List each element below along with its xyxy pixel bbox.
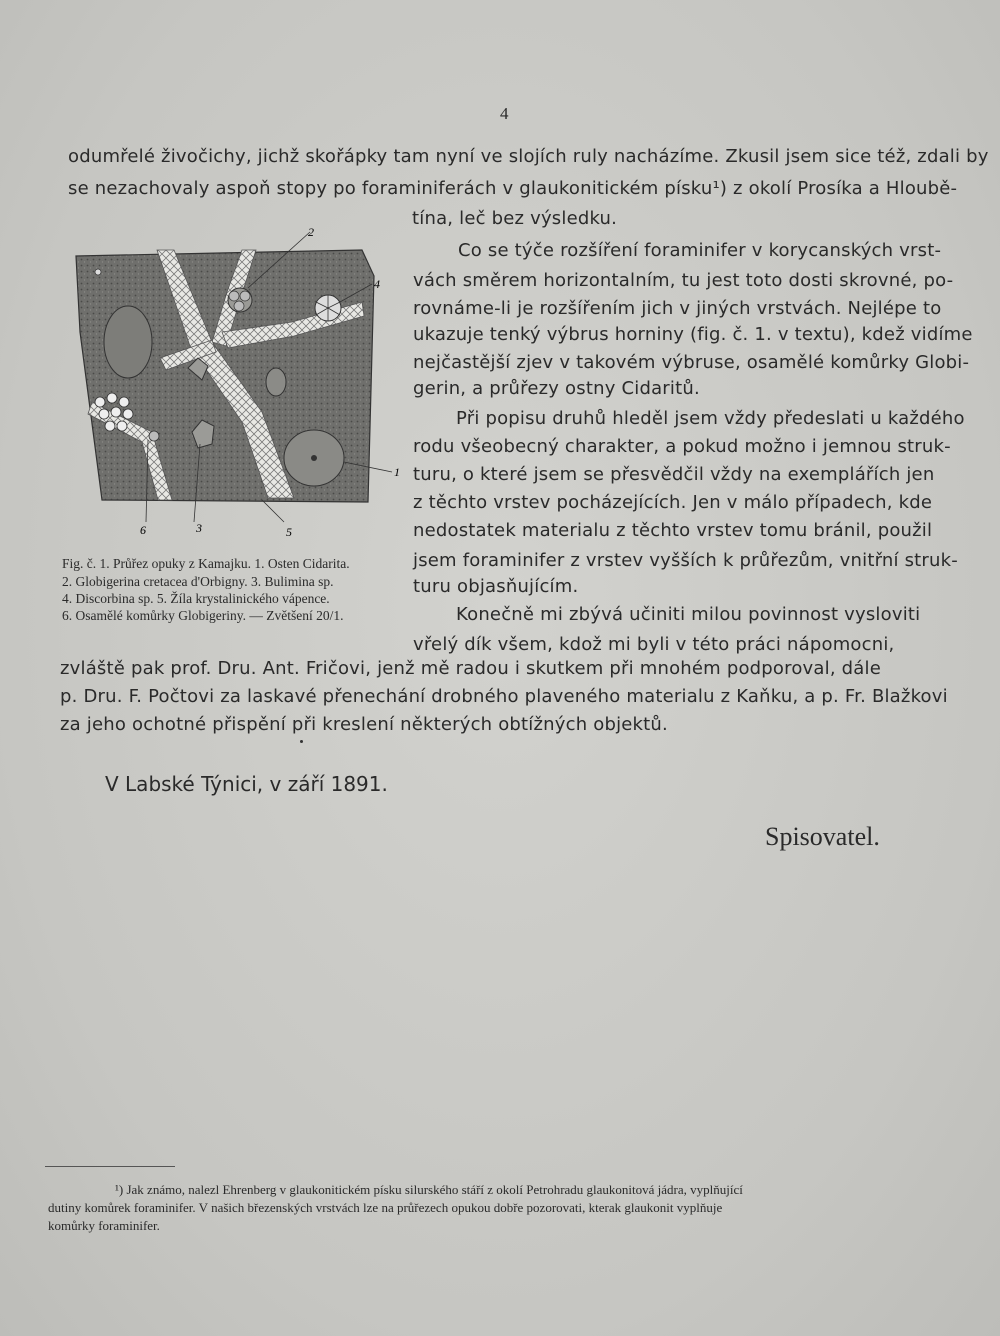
body-line: nedostatek materialu z těchto vrstev tomu bránil, použil	[413, 520, 933, 541]
figure-label: 1	[394, 465, 400, 479]
page-number: 4	[500, 104, 509, 123]
globigerina-section	[228, 288, 252, 312]
figure-caption-line: 6. Osamělé komůrky Globigeriny. — Zvětšení 20/1.	[62, 608, 344, 623]
body-line: vách směrem horizontalním, tu jest toto dosti skrovné, po-	[413, 270, 954, 291]
body-line: rodu všeobecný charakter, a pokud možno i jemnou struk-	[413, 436, 951, 457]
body-line: turu, o které jsem se přesvědčil vždy na exemplářích jen	[413, 464, 935, 485]
ink-speck	[300, 740, 303, 743]
footnote-rule	[45, 1166, 175, 1167]
footnote-line: komůrky foraminifer.	[48, 1218, 160, 1233]
thin-section-figure	[62, 222, 412, 542]
body-line: odumřelé živočichy, jichž skořápky tam nyní ve slojích ruly nacházíme. Zkusil jsem sice též, zdali by	[68, 146, 989, 167]
body-line: jsem foraminifer z vrstev vyšších k průřezům, vnitřní struk-	[413, 550, 958, 571]
figure-caption-line: 4. Discorbina sp. 5. Žíla krystalinického vápence.	[62, 591, 330, 606]
body-line: Při popisu druhů hleděl jsem vždy předeslati u každého	[456, 408, 965, 429]
body-line: p. Dru. F. Počtovi za laskavé přenechání drobného plaveného materialu z Kaňku, a p. Fr. Blažkovi	[60, 686, 948, 707]
body-line: zvláště pak prof. Dru. Ant. Fričovi, jenž mě radou i skutkem při mnohém podporoval, dále	[60, 658, 882, 679]
body-line: se nezachovaly aspoň stopy po foraminiferách v glaukonitickém písku¹) z okolí Prosíka a Hloubě-	[68, 178, 958, 199]
author-signature: Spisovatel.	[765, 822, 880, 851]
body-line: vřelý dík všem, kdož mi byli v této práci nápomocni,	[413, 634, 895, 655]
body-line: turu objasňujícím.	[413, 576, 579, 597]
discorbina-section	[315, 295, 341, 321]
body-line: z těchto vrstev pocházejících. Jen v málo případech, kde	[413, 492, 933, 513]
figure-label: 4	[374, 277, 380, 291]
place-date: V Labské Týnici, v září 1891.	[105, 772, 388, 796]
footnote-line: ¹) Jak známo, nalezl Ehrenberg v glaukonitickém písku silurského stáří z okolí Petrohradu glaukonitová jádra, vyplňující	[115, 1182, 743, 1197]
figure-label: 2	[308, 225, 314, 239]
body-line: rovnáme-li je rozšířením jich v jiných vrstvách. Nejlépe to	[413, 298, 942, 319]
body-line: tína, leč bez výsledku.	[412, 208, 618, 229]
body-line: nejčastější zjev v takovém výbruse, osamělé komůrky Globi-	[413, 352, 970, 373]
figure-caption-line: Fig. č. 1. Průřez opuky z Kamajku. 1. Osten Cidarita.	[62, 556, 350, 571]
figure-caption-line: 2. Globigerina cretacea d'Orbigny. 3. Bulimina sp.	[62, 574, 334, 589]
footnote-line: dutiny komůrek foraminifer. V našich březenských vrstvách lze na průřezech opukou dobře pozorovati, kterak glaukonit vyplňuje	[48, 1200, 723, 1215]
body-line: Konečně mi zbývá učiniti milou povinnost vysloviti	[456, 604, 921, 625]
body-line: gerin, a průřezy ostny Cidaritů.	[413, 378, 700, 399]
body-line: ukazuje tenký výbrus horniny (fig. č. 1. v textu), kdež vidíme	[413, 324, 973, 345]
body-line: Co se týče rozšíření foraminifer v korycanských vrst-	[458, 240, 942, 261]
body-line: za jeho ochotné přispění při kreslení některých obtížných objektů.	[60, 714, 668, 735]
figure-label: 6	[140, 523, 146, 537]
figure-label: 5	[286, 525, 292, 539]
figure-label: 3	[196, 521, 202, 535]
